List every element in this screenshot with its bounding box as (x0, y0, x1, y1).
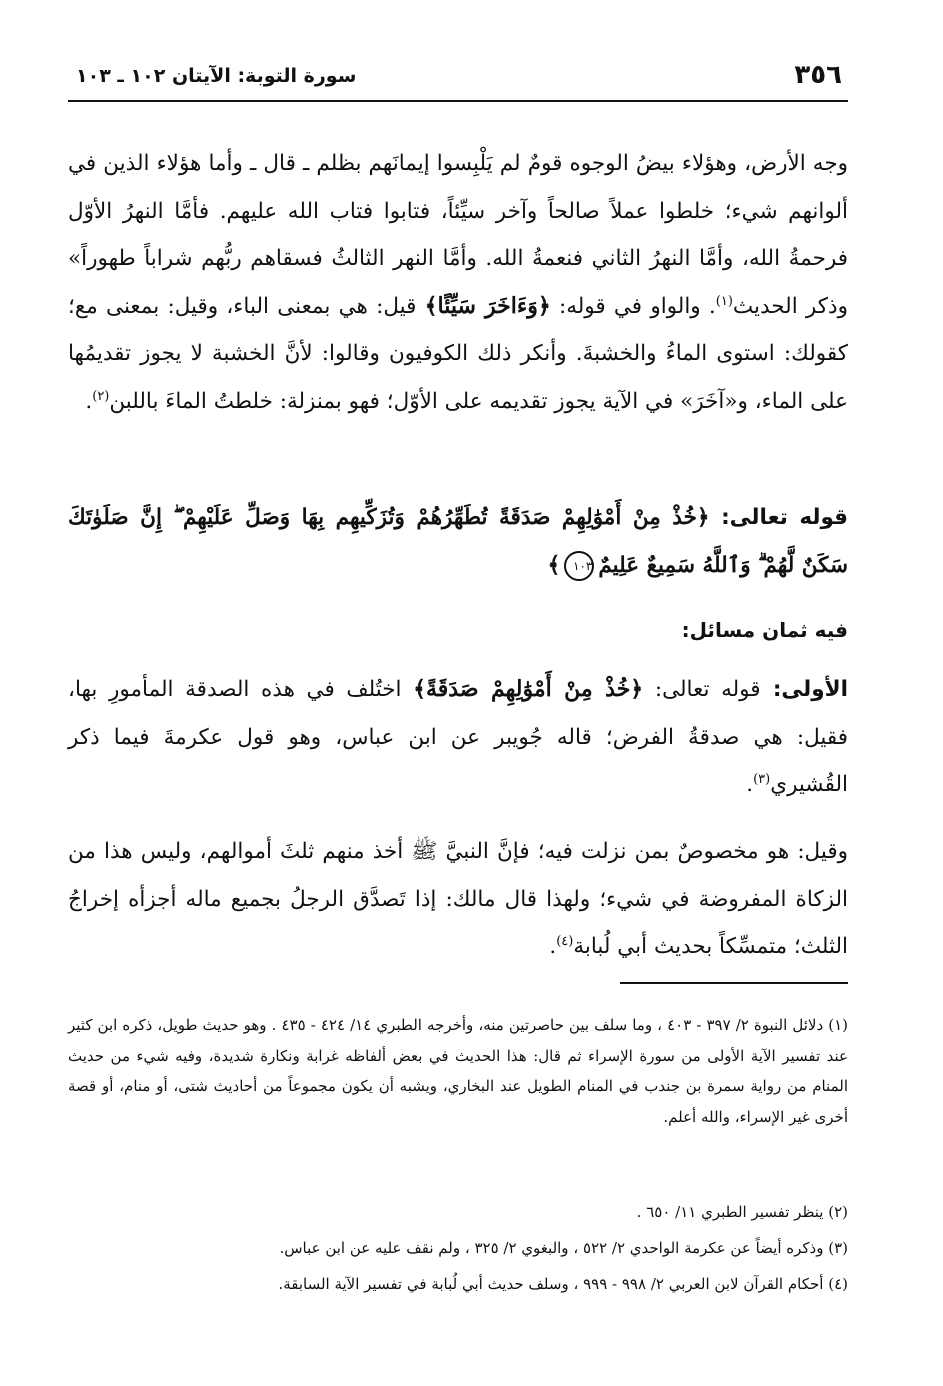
footnote-ref-2: (٢) (92, 388, 110, 404)
second-opinion-paragraph (68, 828, 848, 970)
second-opinion-text: وقيل: هو مخصوصٌ بمن نزلت فيه؛ فإنَّ النبيَّ ﷺ أخذ منهم ثلثَ أموالهم، وليس هذا من الزكاة المفروضة في شيء؛ ولهذا قال مالك: إذا تَصدَّق الرجلُ بجميع ماله أجزأه إخراجُ الثلث؛ متمسِّكاً بحديث أبي لُبابة (68, 839, 848, 959)
intro-text: وجه الأرض، وهؤلاء بيضُ الوجوه قومٌ لم يَلْبِسوا إيمانَهم بظلم ـ قال ـ وأما هؤلاء الذين في ألوانهم شيء؛ خلطوا عملاً صالحاً وآخر سيِّئاً، فتابوا فتاب الله عليهم. فأمَّا النهرُ الأوّل فرحمةُ الله، وأمَّا النهرُ الثاني فنعمةُ الله. وأمَّا النهر الثالثُ فسقاهم ربُّهم شراباً طهوراً» وذكر الحديث (68, 151, 848, 319)
footnote-2: (٢) ينظر تفسير الطبري ١١/ ٦٥٠ . (636, 1203, 848, 1221)
footnote-ref-3: (٣) (753, 771, 771, 787)
section-heading: فيه ثمان مسائل: (681, 618, 848, 642)
footnote-ref-1: (١) (715, 293, 733, 309)
intro-paragraph (68, 140, 848, 472)
footnote-ref-4: (٤) (556, 933, 574, 949)
intro-continuation-2: قيل: هي بمعنى الباء، وقيل: بمعنى مع؛ كقولك: استوى الماءُ والخشبةَ. وأنكر ذلك الكوفيون وقالوا: لأنَّ الخشبة لا يجوز تقديمُها على الماء، و«آخَرَ» في الآية يجوز تقديمه على الأوّل؛ فهو بمنزلة: خلطتُ الماءَ باللبن (68, 293, 848, 414)
first-issue-end: . (746, 772, 754, 797)
first-issue-quran: ﴿خُذْ مِنْ أَمْوَٰلِهِمْ صَدَقَةً﴾ (413, 676, 644, 702)
first-issue-lead: الأولى: (760, 677, 848, 702)
verse-lead: قوله تعالى: (709, 505, 849, 530)
ayah-number-marker: ١٠٣ (564, 551, 594, 581)
intro-end: . (85, 388, 93, 414)
footnotes (68, 1010, 848, 1299)
main-text (68, 140, 848, 970)
first-issue-text: قوله تعالى: (643, 677, 761, 702)
second-opinion-end: . (549, 934, 557, 959)
page-header (68, 52, 848, 96)
intro-continuation: . والواو في قوله: (550, 293, 716, 319)
footnote-separator (620, 982, 848, 984)
verse-text: ﴿خُذْ مِنْ أَمْوَٰلِهِمْ صَدَقَةً تُطَهِّرُهُمْ وَتُزَكِّيهِم بِهَا وَصَلِّ عَلَيْهِمْ ۖ إِنَّ صَلَوٰتَكَ سَكَنٌ لَّهُمْ ۗ وَٱللَّهُ سَمِيعٌ عَلِيمٌ (68, 505, 848, 578)
page-number: ٣٥٦ (794, 60, 842, 90)
header-rule (68, 100, 848, 102)
footnote-1: (١) دلائل النبوة ٢/ ٣٩٧ - ٤٠٣ ، وما سلف بين حاصرتين منه، وأخرجه الطبري ١٤/ ٤٢٤ - ٤٣٥ . وهو حديث طويل، ذكره ابن كثير عند تفسير الآية الأولى من سورة الإسراء ثم قال: هذا الحديث في بعض ألفاظه غرابة ونكارة شديدة، وفيه شيء من حديث المنام من رواية سمرة بن جندب في المنام الطويل عند البخاري، ويشبه أن يكون مجموعاً من أحاديث شتى، أو منام، أو قصة أخرى غير الإسراء، والله أعلم. (68, 1016, 848, 1126)
quran-quote: ﴿وَءَاخَرَ سَيِّئًا﴾ (424, 292, 551, 319)
footnote-3: (٣) وذكره أيضاً عن عكرمة الواحدي ٢/ ٥٢٢ ، والبغوي ٢/ ٣٢٥ ، ولم نقف عليه عن ابن عباس. (279, 1239, 848, 1257)
first-issue-paragraph (68, 666, 848, 808)
footnote-4: (٤) أحكام القرآن لابن العربي ٢/ ٩٩٨ - ٩٩٩ ، وسلف حديث أبي لُبابة في تفسير الآية السابقة. (278, 1275, 848, 1293)
first-issue-continuation: اختُلف في هذه الصدقة المأمورِ بها، فقيل: هي صدقةُ الفرض؛ قاله جُويبر عن ابن عباس، وهو قول عكرمةَ فيما ذكر القُشيري (68, 677, 848, 797)
verse-close-bracket: ﴾ (547, 551, 561, 578)
verse-paragraph (68, 494, 848, 592)
running-title: سورة التوبة: الآيتان ١٠٢ ـ ١٠٣ (76, 65, 357, 87)
